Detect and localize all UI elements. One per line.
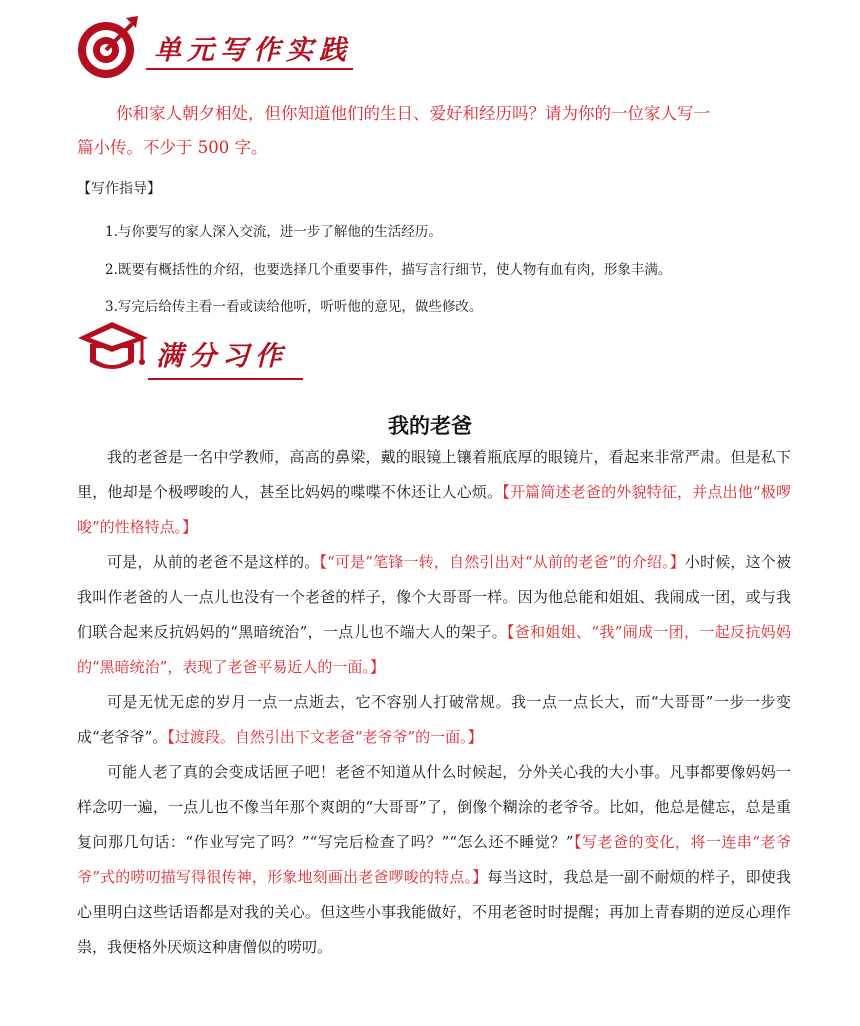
- writing-prompt-line2: 篇小传。不少于 500 字。: [77, 138, 268, 157]
- paragraph-text: 每当这时，我总是一副不耐烦的样子，即使我心里明白这些话语都是对我的关心。但这些小事我能做好，不用老爸时时提醒；再加上青春期的逆反心理作祟，我便格外厌烦这种唐僧似的唠叨。: [77, 868, 791, 956]
- guide-item: 3.写完后给传主看一看或读给他听，听听他的意见，做些修改。: [105, 299, 483, 315]
- annotation-note: 【写老爸的变化，将一连串“老爷爷”式的唠叨描写得很传神，形象地刻画出老爸啰唆的特点。】: [77, 833, 791, 886]
- paragraph-text: 可是无忧无虑的岁月一点一点逝去，它不容别人打破常规。我一点一点长大，而“大哥哥”一步一步变成“老爷爷”。: [77, 693, 791, 746]
- section-header-model-essay: [76, 318, 316, 384]
- paragraph-text: 可能人老了真的会变成话匣子吧！老爸不知道从什么时候起，分外关心我的大小事。凡事都要像妈妈一样念叨一遍，一点儿也不像当年那个爽朗的“大哥哥”了，倒像个糊涂的老爷爷。比如，他总是健忘，总是重复问那几句话：“作业写完了吗？”“写完后检查了吗？”“怎么还不睡觉？”: [77, 763, 791, 851]
- essay-paragraph: [77, 440, 791, 545]
- paragraph-text: 我的老爸是一名中学教师，高高的鼻梁，戴的眼镜上镶着瓶底厚的眼镜片，看起来非常严肃。但是私下里，他却是个极啰唆的人，甚至比妈妈的喋喋不休还让人心烦。: [77, 448, 791, 501]
- guide-item: 2.既要有概括性的介绍，也要选择几个重要事件，描写言行细节，使人物有血有肉，形象丰满。: [105, 262, 672, 278]
- target-icon: [76, 14, 140, 80]
- section-header-writing-practice: [76, 12, 366, 82]
- annotation-note: 【开篇简述老爸的外貌特征，并点出他“极啰唆”的性格特点。】: [77, 483, 791, 536]
- annotation-note: 【“可是”笔锋一转，自然引出对“从前的老爸”的介绍。】: [319, 553, 685, 571]
- essay-body: [77, 440, 791, 965]
- essay-paragraph: [77, 685, 791, 755]
- guide-item: 1.与你要写的家人深入交流，进一步了解他的生活经历。: [105, 224, 442, 240]
- writing-prompt-line1: 你和家人朝夕相处，但你知道他们的生日、爱好和经历吗？请为你的一位家人写一: [116, 104, 710, 123]
- paragraph-text: 可是，从前的老爸不是这样的。: [107, 553, 320, 571]
- graduation-cap-icon: [76, 318, 150, 382]
- annotation-note: 【过渡段。自然引出下文老爸“老爷爷”的一面。】: [167, 728, 483, 746]
- guide-heading: 【写作指导】: [77, 181, 161, 197]
- essay-paragraph: [77, 545, 791, 685]
- paragraph-text: 小时候，这个被我叫作老爸的人一点儿也没有一个老爸的样子，像个大哥哥一样。因为他总能和姐姐、我闹成一团，或与我们联合起来反抗妈妈的“黑暗统治”，一点儿也不端大人的架子。: [77, 553, 791, 641]
- annotation-note: 【爸和姐姐、“我”闹成一团，一起反抗妈妈的“黑暗统治”，表现了老爸平易近人的一面。】: [77, 623, 792, 676]
- essay-paragraph: [77, 755, 791, 965]
- header-underline: [148, 378, 303, 380]
- section-header-title: 单元写作实践: [154, 35, 352, 66]
- section-header-title: 满分习作: [156, 341, 288, 372]
- header-underline: [146, 68, 353, 70]
- essay-title: 我的老爸: [388, 414, 472, 438]
